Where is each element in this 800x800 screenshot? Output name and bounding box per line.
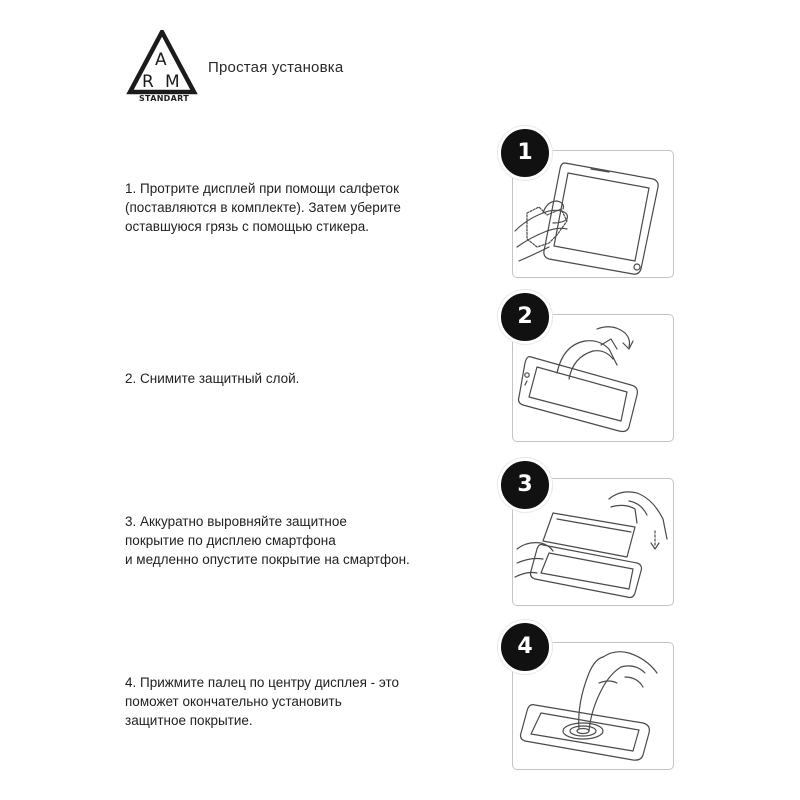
step-2-number-badge: 2 (498, 290, 552, 344)
logo-brand-name: STANDART (139, 94, 189, 103)
step-3-text (125, 512, 490, 569)
step-4-text (125, 673, 490, 730)
step-3-line-1: 3. Аккуратно выровняйте защитное (125, 514, 347, 529)
step-4-line-3: защитное покрытие. (125, 713, 253, 728)
step-3-number-badge: 3 (498, 458, 552, 512)
step-1-line-3: оставшуюся грязь с помощью стикера. (125, 219, 369, 234)
step-4-number-badge: 4 (498, 620, 552, 674)
step-3-line-3: и медленно опустите покрытие на смартфон. (125, 552, 410, 567)
page-title: Простая установка (208, 59, 344, 76)
logo-letter-m: M (165, 72, 180, 92)
step-4-line-1: 4. Прижмите палец по центру дисплея - это (125, 675, 400, 690)
step-1-number-badge: 1 (498, 126, 552, 180)
brand-logo (122, 30, 204, 106)
step-1-line-2: (поставляются в комплекте). Затем уберите (125, 200, 401, 215)
step-4-line-2: поможет окончательно установить (125, 694, 342, 709)
step-1-line-1: 1. Протрите дисплей при помощи салфеток (125, 181, 399, 196)
step-3-line-2: покрытие по дисплею смартфона (125, 533, 336, 548)
logo-letter-a: A (155, 50, 167, 70)
step-2-text (125, 369, 490, 388)
step-1-text (125, 179, 490, 236)
step-2-line-1: 2. Снимите защитный слой. (125, 371, 300, 386)
logo-letter-r: R (142, 72, 154, 92)
